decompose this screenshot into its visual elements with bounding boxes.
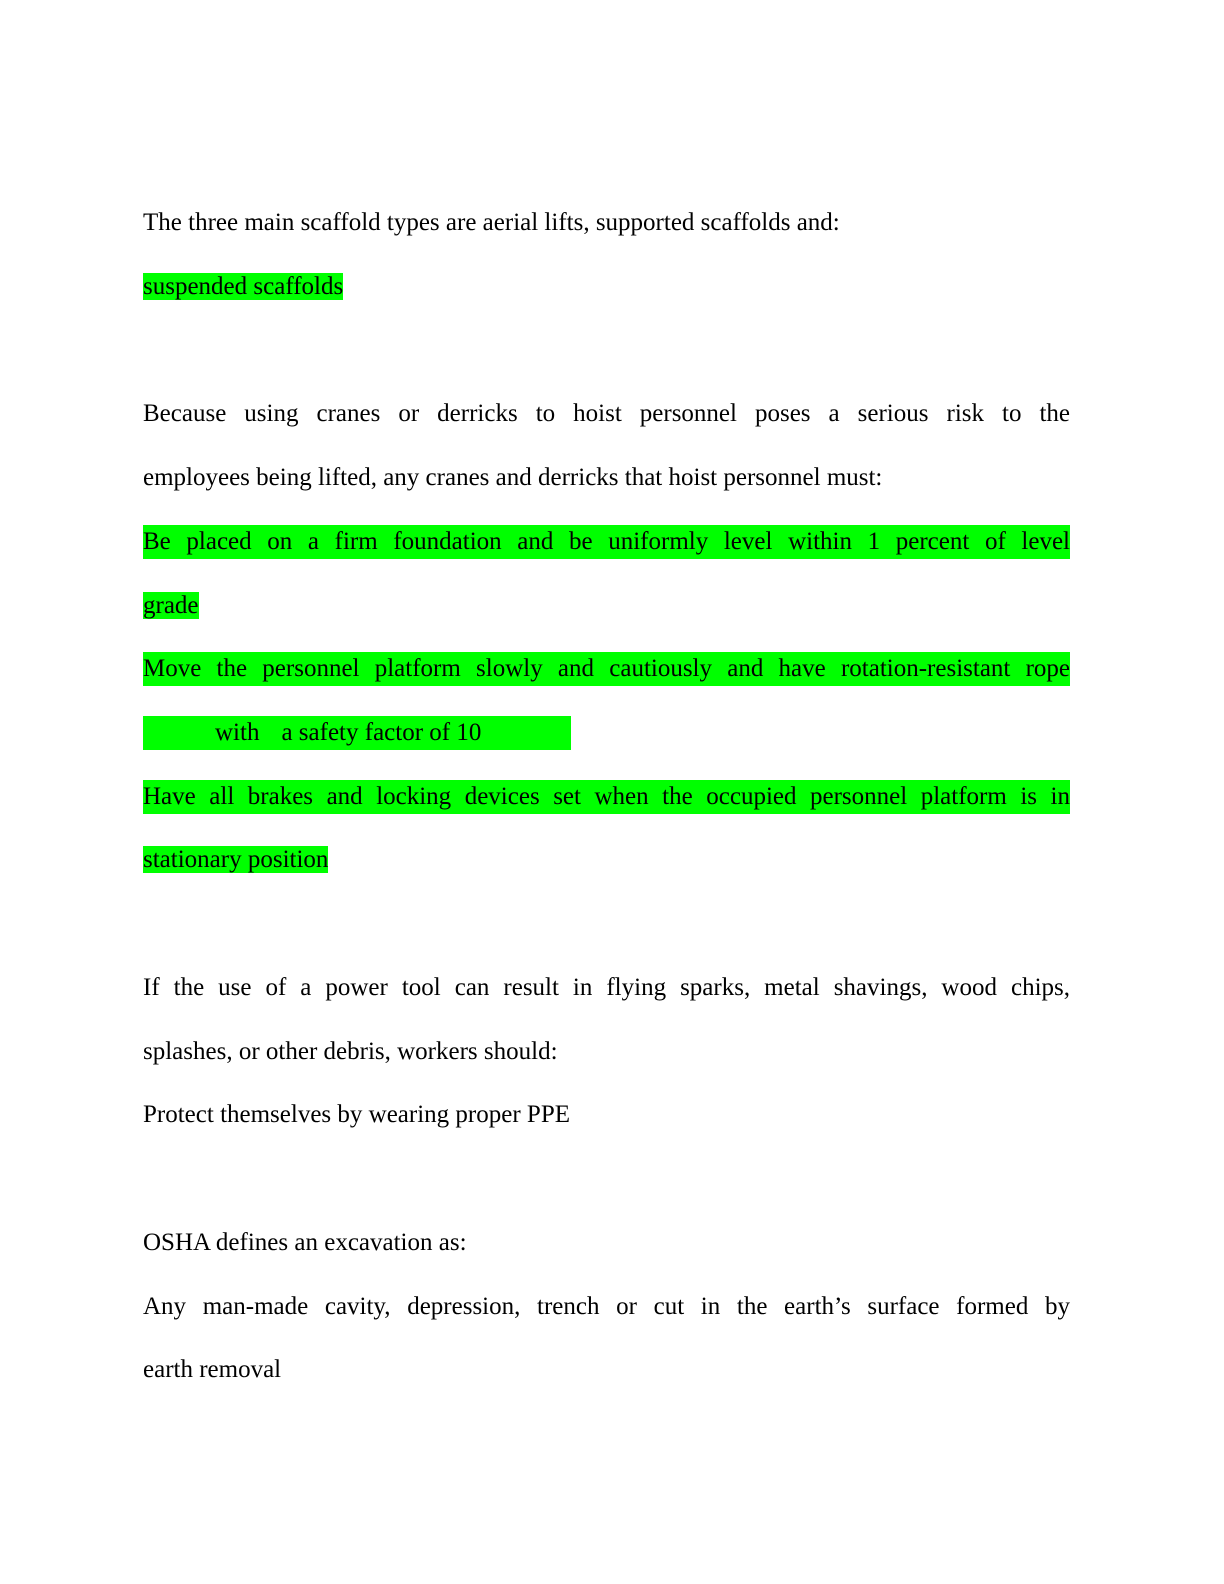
- answer-cranes-3-line-2: [143, 843, 328, 877]
- answer-fragment-with: with: [215, 719, 260, 746]
- answer-excavation-line-1: Any man-made cavity, depression, trench or cut in the earth’s surface formed by: [143, 1293, 1070, 1320]
- answer-power-tool: Protect themselves by wearing proper PPE: [143, 1101, 570, 1128]
- answer-highlight: grade: [143, 592, 199, 619]
- answer-highlight: suspended scaffolds: [143, 273, 344, 300]
- question-scaffold-types: The three main scaffold types are aerial lifts, supported scaffolds and:: [143, 209, 840, 236]
- answer-scaffold-types: [143, 270, 343, 304]
- answer-cranes-1-line-2: [143, 589, 199, 623]
- answer-cranes-2-line-1: Move the personnel platform slowly and cautiously and have rotation-resistant rope: [143, 652, 1070, 686]
- answer-cranes-1-line-1: Be placed on a firm foundation and be uniformly level within 1 percent of level: [143, 525, 1070, 559]
- answer-highlight: stationary position: [143, 846, 329, 873]
- question-cranes-line-1: Because using cranes or derricks to hoist personnel poses a serious risk to the: [143, 400, 1070, 427]
- question-cranes-line-2: employees being lifted, any cranes and derricks that hoist personnel must:: [143, 464, 883, 491]
- answer-excavation-line-2: earth removal: [143, 1356, 282, 1383]
- answer-fragment-safety-factor: a safety factor of 10: [281, 719, 482, 746]
- answer-cranes-3-line-1: Have all brakes and locking devices set when the occupied personnel platform is in: [143, 780, 1070, 814]
- answer-cranes-2-line-2: [143, 716, 571, 750]
- question-power-tool-line-2: splashes, or other debris, workers should:: [143, 1038, 558, 1065]
- question-power-tool-line-1: If the use of a power tool can result in flying sparks, metal shavings, wood chips,: [143, 974, 1070, 1001]
- question-excavation: OSHA defines an excavation as:: [143, 1229, 467, 1256]
